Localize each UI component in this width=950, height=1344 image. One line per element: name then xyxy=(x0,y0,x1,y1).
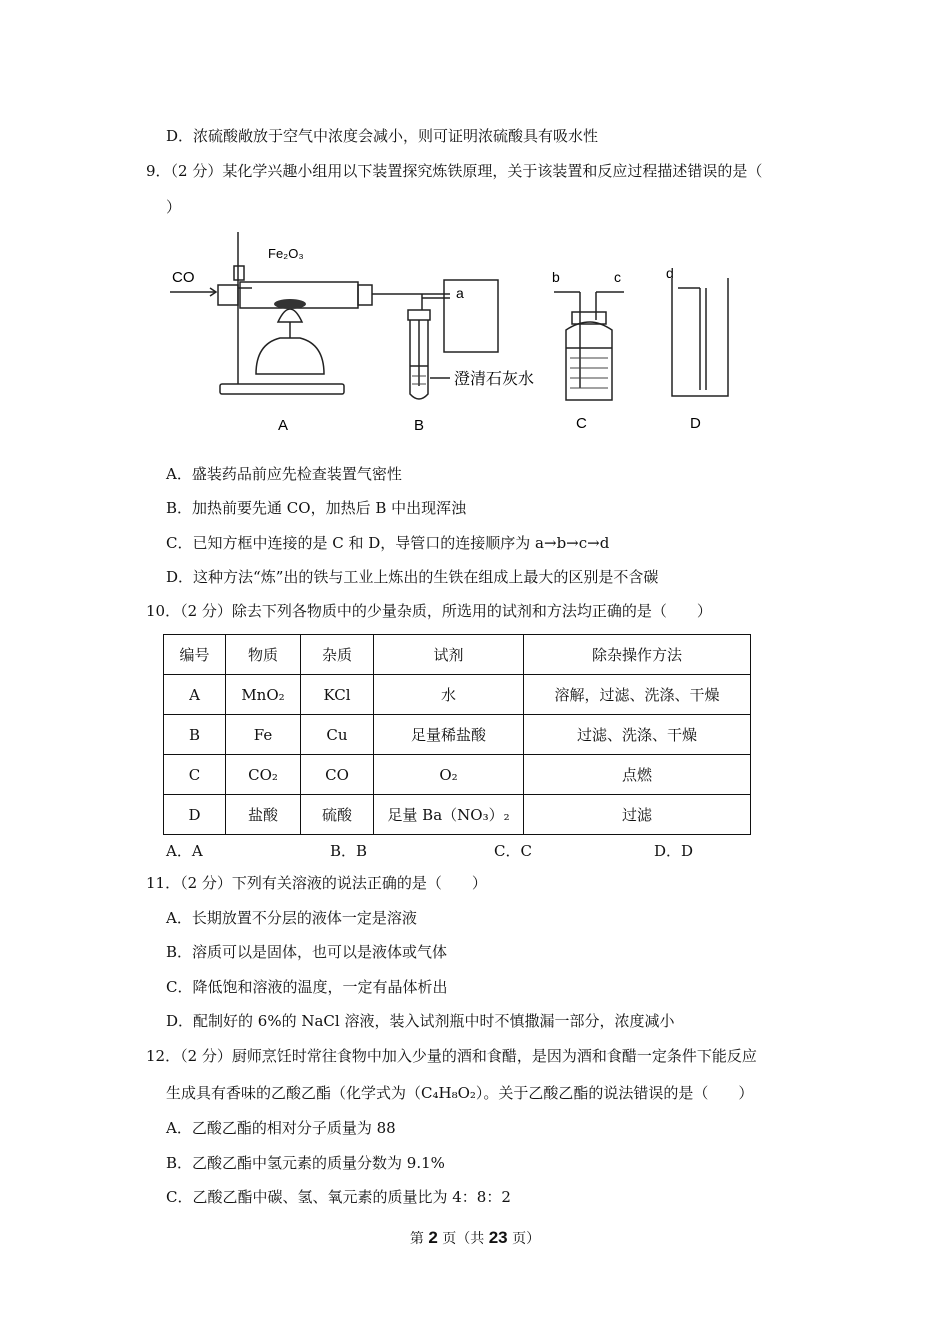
q10-table xyxy=(163,634,751,835)
q9-stem-line2: ） xyxy=(166,198,182,216)
apparatus-a-label: A xyxy=(278,417,289,434)
unknown-box xyxy=(444,280,498,352)
q9-option-a: A．盛装药品前应先检查装置气密性 xyxy=(166,465,402,483)
footer-total-pages: 23 xyxy=(488,1228,508,1247)
q10-stem: 10．（2 分）除去下列各物质中的少量杂质，所选用的试剂和方法均正确的是（ ） xyxy=(146,602,712,620)
table-cell: D xyxy=(164,795,226,835)
table-row xyxy=(164,715,751,755)
table-cell: 过滤、洗涤、干燥 xyxy=(524,715,751,755)
q9-apparatus-figure xyxy=(160,226,740,440)
table-cell: B xyxy=(164,715,226,755)
table-cell: 溶解，过滤、洗涤、干燥 xyxy=(524,675,751,715)
table-row xyxy=(164,675,751,715)
q11-option-a: A．长期放置不分层的液体一定是溶液 xyxy=(166,909,417,927)
port-b-label: b xyxy=(552,269,560,285)
q10-answer-d: D．D xyxy=(654,842,694,860)
clamp xyxy=(234,266,244,280)
header-cell: 编号 xyxy=(164,635,226,675)
q10-answer-a: A．A xyxy=(166,842,203,860)
table-cell: 硫酸 xyxy=(301,795,374,835)
table-cell: Cu xyxy=(301,715,374,755)
q11-option-b: B．溶质可以是固体，也可以是液体或气体 xyxy=(166,943,448,961)
table-cell: 过滤 xyxy=(524,795,751,835)
table-cell: 足量 Ba（NO₃）₂ xyxy=(374,795,524,835)
page-footer xyxy=(0,1228,950,1248)
header-cell: 试剂 xyxy=(374,635,524,675)
table-row xyxy=(164,795,751,835)
q9-stem-line1: 9．（2 分）某化学兴趣小组用以下装置探究炼铁原理，关于该装置和反应过程描述错误的是（ xyxy=(146,162,763,180)
port-c-label: c xyxy=(614,269,621,285)
apparatus-c-label: C xyxy=(576,415,587,432)
header-cell: 杂质 xyxy=(301,635,374,675)
table-cell: C xyxy=(164,755,226,795)
table-cell: A xyxy=(164,675,226,715)
table-cell: 盐酸 xyxy=(226,795,301,835)
apparatus-b-label: B xyxy=(414,417,425,434)
q12-option-b: B．乙酸乙酯中氢元素的质量分数为 9.1% xyxy=(166,1154,445,1172)
fe2o3-powder xyxy=(274,299,306,309)
table-cell: MnO₂ xyxy=(226,675,301,715)
table-row xyxy=(164,755,751,795)
co-label: CO xyxy=(172,269,195,286)
q9-option-c: C．已知方框中连接的是 C 和 D，导管口的连接顺序为 a→b→c→d xyxy=(166,534,610,552)
q9-option-b: B．加热前要先通 CO，加热后 B 中出现浑浊 xyxy=(166,499,467,517)
q11-option-c: C．降低饱和溶液的温度，一定有晶体析出 xyxy=(166,978,448,996)
q12-option-c: C．乙酸乙酯中碳、氢、氧元素的质量比为 4：8：2 xyxy=(166,1188,511,1206)
q12-stem-line1: 12．（2 分）厨师烹饪时常往食物中加入少量的酒和食醋，是因为酒和食醋一定条件下能反应 xyxy=(146,1047,757,1065)
limewater-label: 澄清石灰水 xyxy=(454,371,535,388)
table-cell: Fe xyxy=(226,715,301,755)
q11-option-d: D．配制好的 6%的 NaCl 溶液，装入试剂瓶中时不慎撒漏一部分，浓度减小 xyxy=(166,1012,675,1030)
table-cell: 水 xyxy=(374,675,524,715)
table-cell: 足量稀盐酸 xyxy=(374,715,524,755)
apparatus-d-label: D xyxy=(690,415,701,432)
table-cell: CO₂ xyxy=(226,755,301,795)
port-a-label: a xyxy=(456,285,464,301)
header-cell: 物质 xyxy=(226,635,301,675)
test-tube-b-stopper xyxy=(408,310,430,320)
q12-option-a: A．乙酸乙酯的相对分子质量为 88 xyxy=(166,1119,396,1137)
fe2o3-label: Fe₂O₃ xyxy=(268,246,304,261)
alcohol-lamp xyxy=(256,338,324,374)
q9-option-d: D．这种方法“炼”出的铁与工业上炼出的生铁在组成上最大的区别是不含碳 xyxy=(166,568,659,586)
table-header-row xyxy=(164,635,751,675)
footer-middle: 页（共 xyxy=(442,1231,485,1247)
q12-stem-line2: 生成具有香味的乙酸乙酯（化学式为（C₄H₈O₂）。关于乙酸乙酯的说法错误的是（ ） xyxy=(166,1084,754,1102)
q10-answer-c: C．C xyxy=(494,842,532,860)
q10-answer-b: B．B xyxy=(330,842,368,860)
table-cell: CO xyxy=(301,755,374,795)
footer-page-number: 2 xyxy=(428,1228,438,1247)
table-cell: O₂ xyxy=(374,755,524,795)
table-cell: 点燃 xyxy=(524,755,751,795)
footer-suffix: 页） xyxy=(512,1231,541,1247)
stand-base xyxy=(220,384,344,394)
port-d-label: d xyxy=(666,265,674,281)
table-cell: KCl xyxy=(301,675,374,715)
q11-stem: 11．（2 分）下列有关溶液的说法正确的是（ ） xyxy=(146,874,487,892)
header-cell: 除杂操作方法 xyxy=(524,635,751,675)
q8-option-d: D．浓硫酸敞放于空气中浓度会减小，则可证明浓硫酸具有吸水性 xyxy=(166,127,599,145)
footer-prefix: 第 xyxy=(409,1231,424,1247)
